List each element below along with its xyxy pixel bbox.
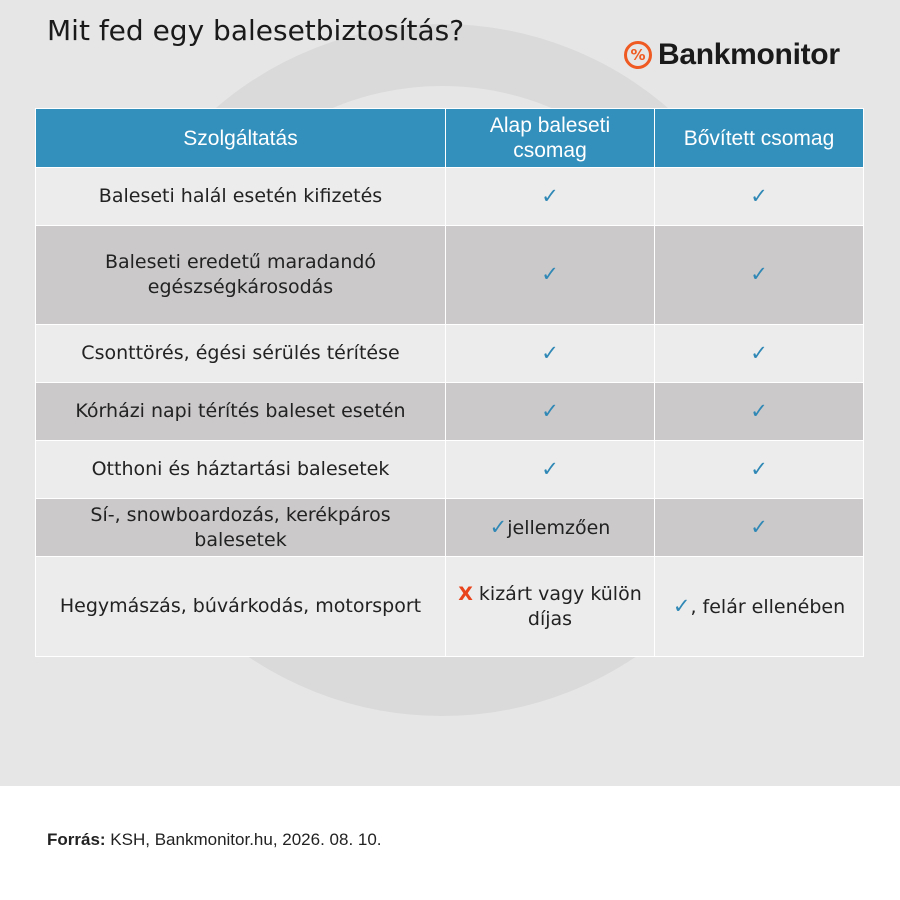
table-row (36, 499, 864, 557)
table-row (36, 168, 864, 226)
check-icon: ✓ (541, 456, 559, 481)
table-row (36, 325, 864, 383)
check-icon: ✓ (489, 514, 508, 539)
table-row (36, 383, 864, 441)
table-header-row (36, 109, 864, 168)
table-row (36, 557, 864, 657)
source-label: Forrás: (47, 830, 106, 849)
percent-circle-icon: % (624, 41, 652, 69)
brand-name: Bankmonitor (658, 38, 840, 71)
basic-cell (446, 441, 655, 499)
basic-cell (446, 499, 655, 557)
basic-note: jellemzően (507, 516, 611, 539)
check-icon: ✓ (750, 514, 768, 539)
basic-cell (446, 325, 655, 383)
header-service: Szolgáltatás (36, 109, 446, 168)
header-basic-package: Alap baleseti csomag (446, 109, 655, 168)
check-icon: ✓ (672, 593, 691, 618)
check-icon: ✓ (750, 262, 768, 286)
page-title: Mit fed egy balesetbiztosítás? (47, 14, 465, 47)
source-footer (47, 830, 382, 850)
extended-cell (655, 383, 864, 441)
extended-cell (655, 441, 864, 499)
header-extended-package: Bővített csomag (655, 109, 864, 168)
service-cell: Sí-, snowboardozás, kerékpáros balesetek (36, 499, 446, 557)
check-icon: ✓ (541, 340, 559, 365)
basic-note: kizárt vagy külön díjas (472, 582, 642, 630)
source-text: KSH, Bankmonitor.hu, 2026. 08. 10. (105, 830, 382, 849)
extended-cell (655, 168, 864, 226)
check-icon: ✓ (541, 262, 559, 286)
check-icon: ✓ (750, 340, 768, 365)
table-row (36, 441, 864, 499)
coverage-table (35, 108, 864, 657)
service-cell: Csonttörés, égési sérülés térítése (36, 325, 446, 383)
check-icon: ✓ (750, 456, 768, 481)
brand-logo (624, 38, 840, 72)
check-icon: ✓ (541, 398, 559, 423)
extended-cell (655, 325, 864, 383)
service-cell: Baleseti halál esetén kifizetés (36, 168, 446, 226)
service-cell: Baleseti eredetű maradandó egészségkárosodás (36, 226, 446, 325)
extended-cell (655, 226, 864, 325)
basic-cell (446, 168, 655, 226)
extended-cell (655, 557, 864, 657)
extended-cell (655, 499, 864, 557)
table-row (36, 226, 864, 325)
service-cell: Kórházi napi térítés baleset esetén (36, 383, 446, 441)
cross-icon: X (458, 582, 473, 605)
service-cell: Otthoni és háztartási balesetek (36, 441, 446, 499)
extended-note: , felár ellenében (690, 595, 846, 618)
basic-cell (446, 557, 655, 657)
basic-cell (446, 383, 655, 441)
check-icon: ✓ (541, 183, 559, 208)
check-icon: ✓ (750, 398, 768, 423)
service-cell: Hegymászás, búvárkodás, motorsport (36, 557, 446, 657)
basic-cell (446, 226, 655, 325)
check-icon: ✓ (750, 183, 768, 208)
